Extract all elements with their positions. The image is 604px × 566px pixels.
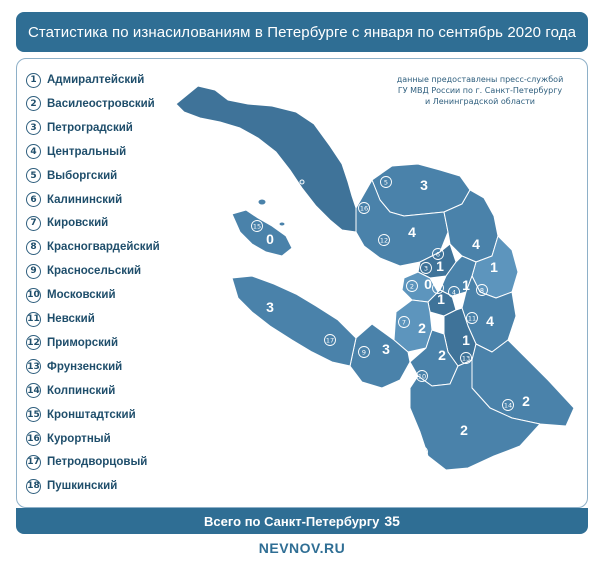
district-number-badge: 11 [26, 312, 41, 327]
district-marker-number: 13 [461, 354, 471, 363]
district-name: Московский [47, 289, 116, 302]
footer-site: NEVNOV.RU [258, 540, 346, 556]
district-number-badge: 14 [26, 383, 41, 398]
district-marker-number: 16 [359, 204, 369, 213]
district-count-label: 1 [437, 291, 445, 307]
district-marker [359, 347, 370, 358]
district-count-label: 0 [424, 276, 432, 292]
district-marker [449, 287, 460, 298]
district-marker [467, 313, 478, 324]
legend-item [26, 333, 118, 353]
district-marker [407, 281, 418, 292]
district-marker-number: 17 [325, 336, 335, 345]
district-count-label: 4 [408, 224, 416, 240]
district-count-label: 3 [266, 299, 274, 315]
district-count-label: 2 [418, 320, 426, 336]
legend-item [26, 237, 160, 257]
district-marker [417, 371, 428, 382]
legend-item [26, 357, 122, 377]
district-marker [399, 317, 410, 328]
legend-item [26, 429, 111, 449]
district-number-badge: 2 [26, 96, 41, 111]
district-marker-number: 14 [503, 401, 513, 410]
district-number-badge: 8 [26, 240, 41, 255]
district-number-badge: 10 [26, 288, 41, 303]
district-count-label: 2 [438, 347, 446, 363]
district-name: Выборгский [47, 169, 118, 182]
district-name: Красносельский [47, 265, 142, 278]
district-count-label: 4 [472, 236, 480, 252]
district-number-badge: 15 [26, 407, 41, 422]
legend-item [26, 142, 126, 162]
district-name: Красногвардейский [47, 241, 160, 254]
district-marker [379, 235, 390, 246]
district-number-badge: 1 [26, 73, 41, 88]
district-marker-number: 7 [401, 318, 407, 327]
district-number-badge: 16 [26, 431, 41, 446]
district-marker [359, 203, 370, 214]
district-marker [503, 400, 514, 411]
district-name: Адмиралтейский [47, 74, 145, 86]
legend-item [26, 261, 141, 281]
district-number-badge: 12 [26, 335, 41, 350]
district-marker-number: 2 [409, 282, 415, 291]
note-line: данные предоставлены пресс-службой [396, 75, 564, 84]
district-marker [381, 177, 392, 188]
legend-item [26, 381, 115, 401]
district-marker-number: 1 [435, 284, 441, 293]
district-name: Курортный [47, 432, 111, 445]
data-source-note [380, 74, 580, 107]
district-number-badge: 4 [26, 144, 41, 159]
district-marker [477, 285, 488, 296]
district-count-label: 1 [462, 277, 470, 293]
district-name: Калининский [47, 193, 123, 206]
legend-item [26, 166, 117, 186]
total-label: Всего по Санкт-Петербургу [204, 513, 380, 529]
district-name: Фрунзенский [47, 360, 123, 373]
district-number-badge: 17 [26, 455, 41, 470]
district-name: Центральный [47, 145, 127, 158]
legend-item [26, 70, 144, 90]
district-marker-number: 9 [361, 348, 367, 357]
district-marker [433, 283, 444, 294]
district-number-badge: 7 [26, 216, 41, 231]
district-name: Пушкинский [47, 480, 118, 493]
total-value: 35 [384, 513, 400, 529]
district-number-badge: 5 [26, 168, 41, 183]
district-marker-number: 4 [451, 288, 457, 297]
district-name: Петродворцовый [47, 456, 148, 469]
district-number-badge: 9 [26, 264, 41, 279]
district-count-label: 1 [354, 177, 362, 193]
district-marker [252, 221, 263, 232]
district-name: Кронштадтский [47, 408, 136, 421]
district-count-label: 2 [460, 422, 468, 438]
district-marker [421, 263, 432, 274]
district-marker-number: 3 [423, 264, 429, 273]
legend-item [26, 118, 133, 138]
district-marker-number: 18 [417, 448, 427, 457]
district-count-label: 2 [522, 393, 530, 409]
district-marker-number: 8 [479, 286, 485, 295]
district-marker-number: 10 [417, 372, 427, 381]
note-line: и Ленинградской области [424, 97, 536, 106]
district-count-label: 1 [490, 259, 498, 275]
district-name: Колпинский [47, 384, 116, 397]
district-name: Кировский [47, 217, 109, 230]
district-marker-number: 6 [435, 250, 441, 259]
district-name: Петроградский [47, 121, 133, 134]
district-number-badge: 6 [26, 192, 41, 207]
district-count-label: 1 [436, 258, 444, 274]
district-marker [325, 335, 336, 346]
district-number-badge: 3 [26, 120, 41, 135]
note-line: ГУ МВД России по г. Санкт-Петербургу [397, 86, 563, 95]
district-name: Приморский [47, 336, 119, 349]
district-marker [417, 447, 428, 458]
district-count-label: 3 [382, 341, 390, 357]
district-marker-number: 12 [379, 236, 389, 245]
district-marker-number: 5 [383, 178, 389, 187]
district-marker-number: 15 [252, 222, 262, 231]
legend-item [26, 309, 95, 329]
legend-item [26, 476, 117, 496]
legend-item [26, 405, 136, 425]
legend-item [26, 452, 147, 472]
district-number-badge: 13 [26, 359, 41, 374]
legend-item [26, 285, 116, 305]
district-number-badge: 18 [26, 479, 41, 494]
district-count-label: 0 [266, 231, 274, 247]
district-count-label: 4 [486, 313, 494, 329]
district-marker [461, 353, 472, 364]
legend-item [26, 94, 155, 114]
legend-item [26, 213, 108, 233]
district-marker-number: 11 [467, 314, 477, 323]
district-name: Василеостровский [47, 97, 155, 110]
page-title: Статистика по изнасилованиям в Петербурге с января по сентябрь 2020 года [27, 23, 577, 41]
district-count-label: 1 [462, 332, 470, 348]
total-bar [16, 508, 588, 534]
district-name: Невский [47, 313, 95, 325]
legend-item [26, 190, 122, 210]
district-count-label: 3 [420, 177, 428, 193]
